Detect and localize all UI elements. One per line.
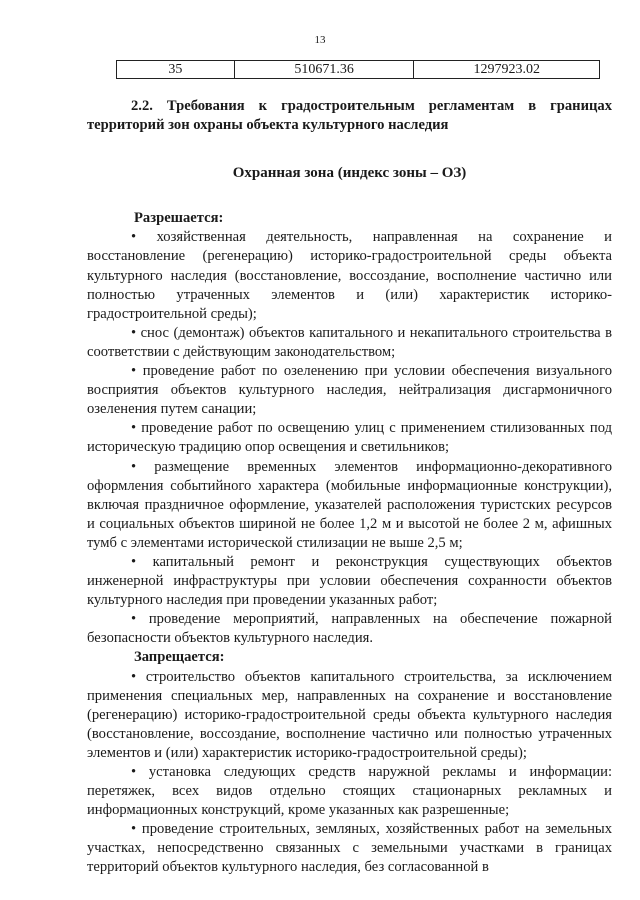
forbidden-label: Запрещается: bbox=[134, 649, 225, 666]
bullet-icon: • bbox=[131, 821, 137, 838]
table-row bbox=[117, 61, 600, 79]
list-item: • капитальный ремонт и реконструкция существующих объектов инженерной инфраструктуры при условии обеспечения сохранности объектов культурного наследия при проведении указанных работ; bbox=[87, 553, 612, 609]
list-item: • проведение строительных, земляных, хозяйственных работ на земельных участках, непосредственно связанных с земельными участками в границах территорий объектов культурного наследия, без согласованной в bbox=[87, 821, 612, 876]
allowed-list bbox=[87, 228, 612, 648]
document-body bbox=[87, 97, 612, 878]
bullet-icon: • bbox=[131, 458, 137, 475]
bullet-icon: • bbox=[131, 611, 137, 628]
coordinates-table bbox=[116, 60, 600, 79]
table-cell-point: 35 bbox=[117, 61, 235, 79]
list-item: • хозяйственная деятельность, направленная на сохранение и восстановление (регенерацию) историко-градостроительной среды объекта культурного наследия (восстановление, воссоздание, восполнение частично или полностью утраченных элементов и (или) характеристик историко-градостроительной среды); bbox=[87, 229, 612, 322]
list-item: • проведение мероприятий, направленных на обеспечение пожарной безопасности объектов культурного наследия. bbox=[87, 611, 612, 647]
list-item: • проведение работ по озеленению при условии обеспечения визуального восприятия объектов культурного наследия, нейтрализация дисгармоничного озеленения путем санации; bbox=[87, 363, 612, 418]
bullet-icon: • bbox=[131, 553, 137, 570]
list-item: • снос (демонтаж) объектов капитального и некапитального строительства в соответствии с действующим законодательством; bbox=[87, 324, 612, 360]
bullet-icon: • bbox=[131, 229, 137, 246]
list-item: • установка следующих средств наружной рекламы и информации: перетяжек, всех видов отдельно стоящих стационарных рекламных и информационных конструкций, кроме указанных как разрешенные; bbox=[87, 764, 612, 819]
zone-title: Охранная зона (индекс зоны – ОЗ) bbox=[232, 165, 467, 182]
list-item: • строительство объектов капитального строительства, за исключением применения специальных мер, направленных на сохранение и восстановление (регенерацию) историко-градостроительной среды объекта культурного наследия (восстановление, воссоздание, восполнение частично или полностью утраченных элементов и (или) характеристик историко-градостроительной среды); bbox=[87, 668, 612, 761]
table-cell-x: 510671.36 bbox=[234, 61, 414, 79]
bullet-icon: • bbox=[131, 420, 137, 437]
bullet-icon: • bbox=[131, 764, 137, 780]
bullet-icon: • bbox=[131, 363, 137, 380]
allowed-label: Разрешается: bbox=[134, 210, 224, 227]
list-item: • проведение работ по освещению улиц с применением стилизованных под историческую традицию опор освещения и светильников; bbox=[87, 420, 612, 456]
page-number: 13 bbox=[314, 34, 326, 46]
bullet-icon: • bbox=[131, 668, 137, 685]
list-item: • размещение временных элементов информационно-декоративного оформления событийного характера (мобильные информационные конструкции), включая праздничное оформление, указателей расположения туристских ресурсов и социальных объектов шириной не более 1,2 м и высотой не более 2 м, афишных тумб с элементами исторической стилизации не выше 2,5 м; bbox=[87, 458, 612, 551]
table-cell-y: 1297923.02 bbox=[414, 61, 600, 79]
section-title: 2.2. Требования к градостроительным регламентам в границах территорий зон охраны объекта культурного наследия bbox=[87, 98, 612, 134]
bullet-icon: • bbox=[131, 324, 137, 341]
forbidden-list bbox=[87, 668, 612, 878]
